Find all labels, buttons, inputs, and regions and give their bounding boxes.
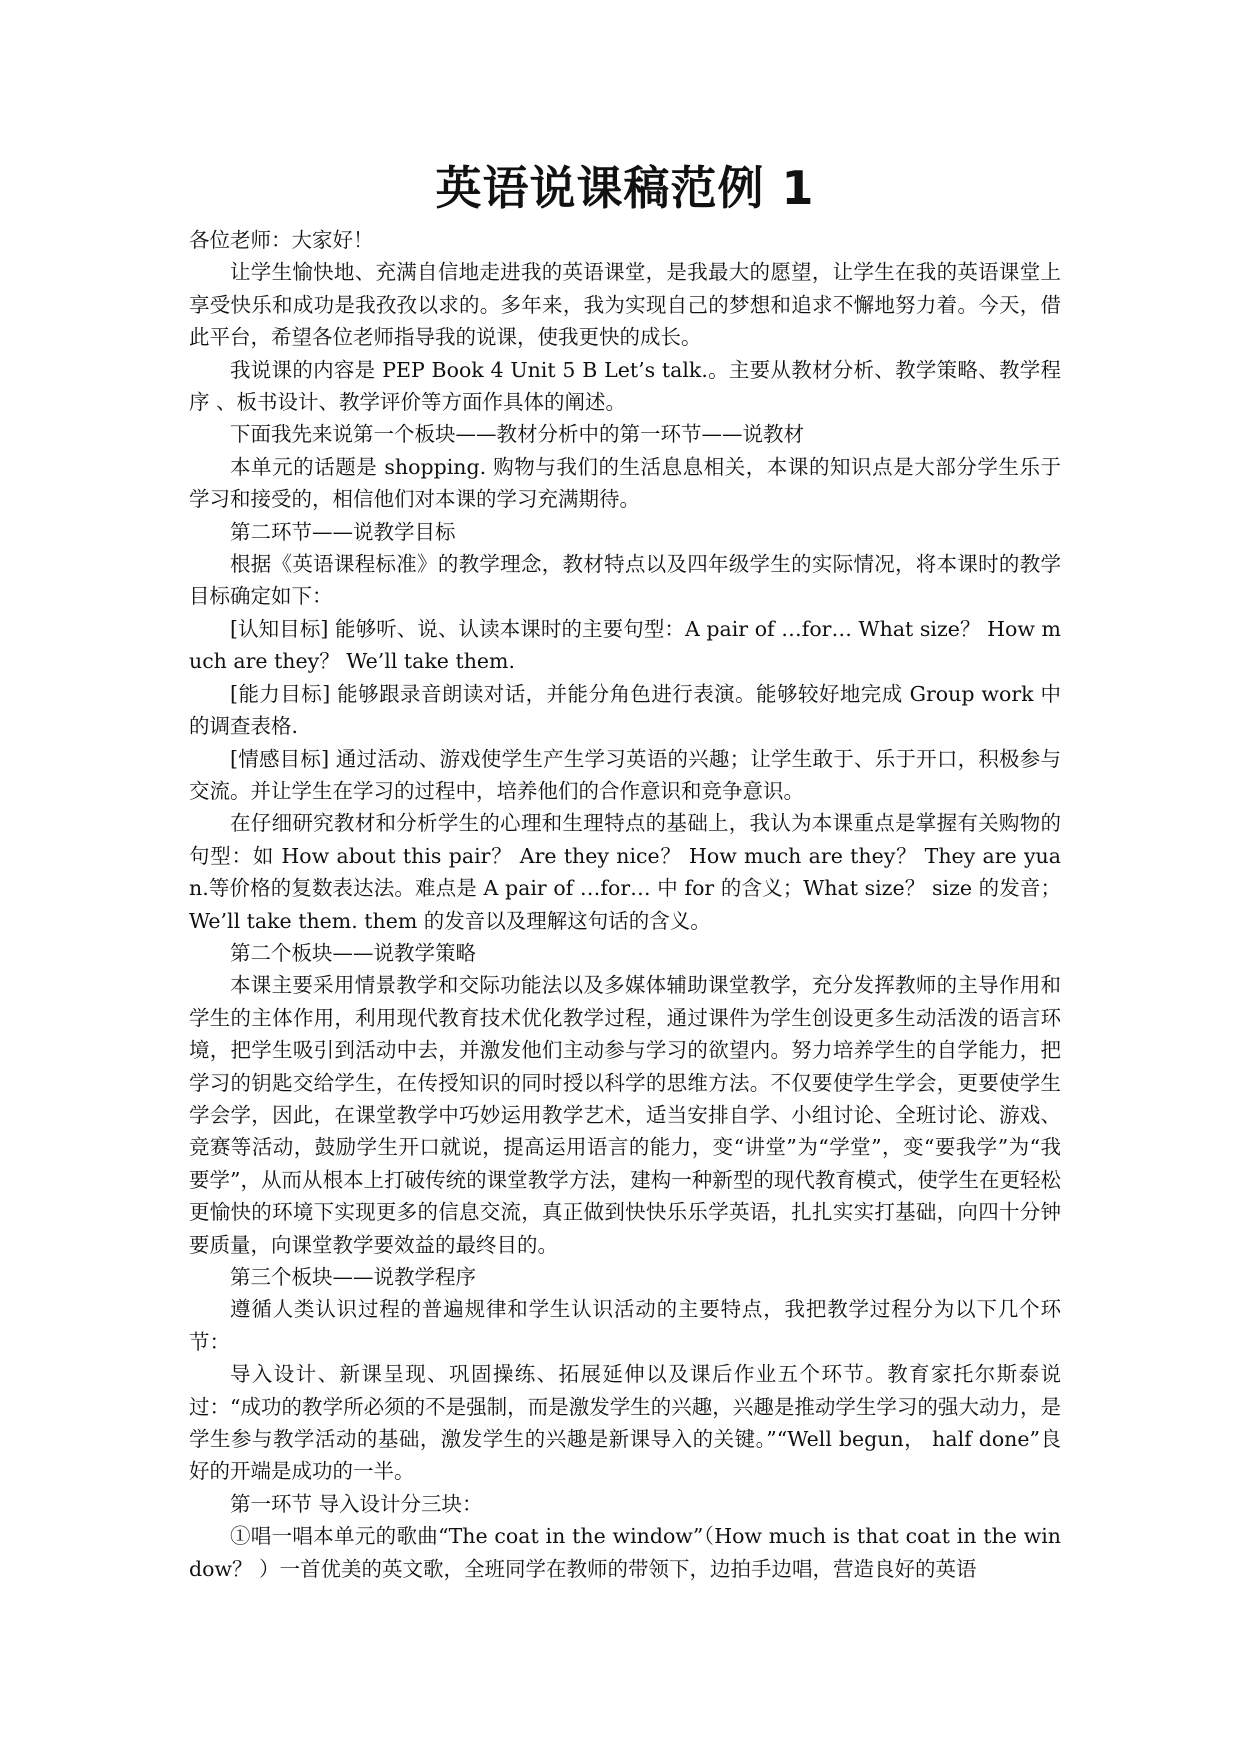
paragraph: 本课主要采用情景教学和交际功能法以及多媒体辅助课堂教学，充分发挥教师的主导作用和学生的主体作用，利用现代教育技术优化教学过程，通过课件为学生创设更多生动活泼的语言环境，把学生吸引到活动中去，并激发他们主动参与学习的欲望内。努力培养学生的自学能力，把学习的钥匙交给学生，在传授知识的同时授以科学的思维方法。不仅要使学生学会，更要使学生学会学，因此，在课堂教学中巧妙运用教学艺术，适当安排自学、小组讨论、全班讨论、游戏、竞赛等活动，鼓励学生开口就说，提高运用语言的能力，变“讲堂”为“学堂”，变“要我学”为“我要学”，从而从根本上打破传统的课堂教学方法，建构一种新型的现代教育模式，使学生在更轻松更愉快的环境下实现更多的信息交流，真正做到快快乐乐学英语，扎扎实实打基础，向四十分钟要质量，向课堂教学要效益的最终目的。 <box>189 973 1061 1257</box>
paragraph: [认知目标] 能够听、说、认读本课时的主要句型：A pair of …for… What size？ How much are they？ We’ll take them. <box>189 616 1061 674</box>
paragraph-list <box>189 224 1061 1585</box>
paragraph: 遵循人类认识过程的普遍规律和学生认识活动的主要特点，我把教学过程分为以下几个环节： <box>189 1297 1061 1354</box>
paragraph: 让学生愉快地、充满自信地走进我的英语课堂，是我最大的愿望，让学生在我的英语课堂上享受快乐和成功是我孜孜以求的。多年来，我为实现自己的梦想和追求不懈地努力着。今天，借此平台，希望各位老师指导我的说课，使我更快的成长。 <box>189 260 1061 350</box>
paragraph: [情感目标] 通过活动、游戏使学生产生学习英语的兴趣；让学生敢于、乐于开口，积极参与交流。并让学生在学习的过程中，培养他们的合作意识和竞争意识。 <box>189 746 1061 803</box>
paragraph: 下面我先来说第一个板块——教材分析中的第一环节——说教材 <box>230 422 804 447</box>
paragraph: 导入设计、新课呈现、巩固操练、拓展延伸以及课后作业五个环节。教育家托尔斯泰说过：“成功的教学所必须的不是强制，而是激发学生的兴趣，兴趣是推动学生学习的强大动力，是学生参与教学活动的基础，激发学生的兴趣是新课导入的关键。”“Well begun， half done”良好的开端是成功的一半。 <box>189 1362 1061 1484</box>
paragraph: 我说课的内容是 PEP Book 4 Unit 5 B Let’s talk.。主要从教材分析、教学策略、教学程序 、板书设计、教学评价等方面作具体的阐述。 <box>189 357 1061 415</box>
paragraph: 本单元的话题是 shopping. 购物与我们的生活息息相关，本课的知识点是大部分学生乐于学习和接受的，相信他们对本课的学习充满期待。 <box>189 454 1061 512</box>
paragraph: ①唱一唱本单元的歌曲“The coat in the window”（How much is that coat in the window？ ）一首优美的英文歌，全班同学在教师的带领下，边拍手边唱，营造良好的英语 <box>189 1524 1061 1581</box>
paragraph: 第三个板块——说教学程序 <box>230 1265 476 1289</box>
paragraph: 第一环节 导入设计分三块： <box>230 1491 483 1516</box>
paragraph: [能力目标] 能够跟录音朗读对话，并能分角色进行表演。能够较好地完成 Group work 中的调查表格. <box>189 681 1061 739</box>
paragraph: 在仔细研究教材和分析学生的心理和生理特点的基础上，我认为本课重点是掌握有关购物的句型：如 How about this pair？ Are they nice？ How much are they？ They are yuan.等价格的复数表达法。难点是 A pair of …for… 中 for 的含义；What size？ size 的发音；We’ll take them. them 的发音以及理解这句话的含义。 <box>189 811 1061 933</box>
paragraph: 根据《英语课程标准》的教学理念，教材特点以及四年级学生的实际情况，将本课时的教学目标确定如下： <box>189 552 1061 609</box>
paragraph: 第二环节——说教学目标 <box>230 519 456 544</box>
document-body <box>189 158 1061 1585</box>
document-title: 英语说课稿范例 1 <box>435 161 815 215</box>
paragraph: 第二个板块——说教学策略 <box>230 940 476 965</box>
paragraph: 各位老师：大家好！ <box>189 228 374 252</box>
